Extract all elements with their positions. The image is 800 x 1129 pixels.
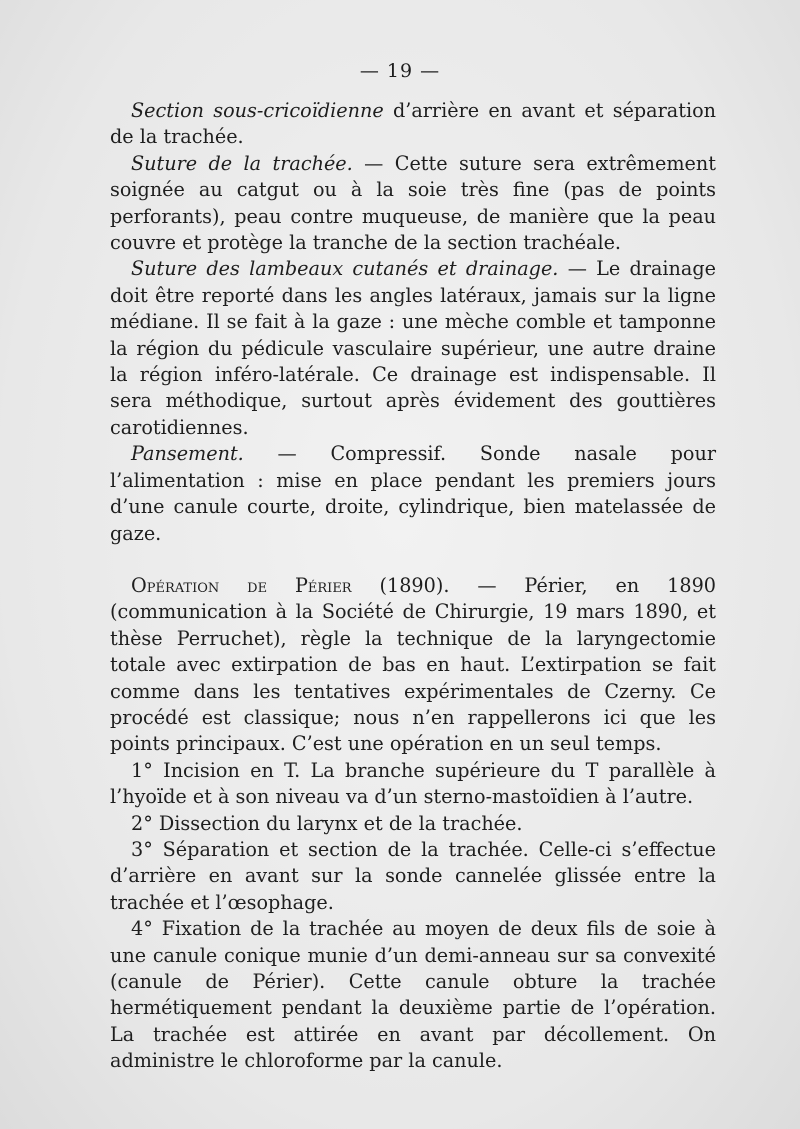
step-3: 3° Séparation et section de la trachée. Celle-ci s’effectue d’arrière en avant sur la sonde cannelée glissée entre la trachée et l’œsophage. [110,837,716,914]
step-4: 4° Fixation de la trachée au moyen de deux fils de soie à une canule conique munie d’un demi-anneau sur sa convexité (canule de Périer). Cette canule obture la trachée hermétiquement pendant la deuxième partie de l’opération. La trachée est attirée en avant par décollement. On administre le chloroforme par la canule. [110,917,716,1073]
paragraph-lead: Section sous-cricoïdienne [131,99,384,122]
step-2: 2° Dissection du larynx et de la trachée. [131,811,523,835]
section-operation-perier [110,573,716,758]
step-1: 1° Incision en T. La branche supérieure du T parallèle à l’hyoïde et à son niveau va d’un sterno-mastoïdien à l’autre. [110,758,716,809]
paragraph-suture-trachee [110,151,716,257]
page-body [110,98,716,1075]
paragraph-lead: Suture des lambeaux cutanés et drainage. [131,257,559,281]
paragraph-text: — Compressif. Sonde nasale pour l’alimentation : mise en place pendant les premiers jours d’une canule courte, droite, cylindrique, bien matelassée de gaze. [110,442,716,545]
page-number: — 19 — [359,60,441,82]
paragraph-pansement [110,441,716,547]
paragraph-lead: Pansement. [131,442,244,466]
paragraph-text: — Le drainage doit être reporté dans les angles latéraux, jamais sur la ligne médiane. Il se fait à la gaze : une mèche comble et tamponne la région du pédicule vasculaire supérieur, une autre draine la région inféro-latérale. Ce drainage est indispensable. Il sera méthodique, surtout après évidement des gouttières carotidiennes. [110,257,716,439]
paragraph-text: — Cette suture sera extrêmement soignée au catgut ou à la soie très fine (pas de points perforants), peau contre muqueuse, de manière que la peau couvre et protège la tranche de la section trachéale. [110,151,716,255]
paragraph-text: d’arrière en avant et séparation de la trachée. [110,99,716,149]
paragraph-section-sous-cricoidienne [110,98,716,151]
paragraph-lead: Suture de la trachée. [131,151,353,175]
section-text: (1890). — Périer, en 1890 (communication à la Société de Chirurgie, 19 mars 1890, et thèse Perruchet), règle la technique de la laryngectomie totale avec extirpation de bas en haut. L’extirpation se fait comme dans les tentatives expérimentales de Czerny. Ce procédé est classique; nous n’en rappellerons ici que les points principaux. C’est une opération en un seul temps. [110,573,717,756]
paragraph-suture-lambeaux [110,256,716,441]
section-heading: Opération de Périer [131,573,352,597]
